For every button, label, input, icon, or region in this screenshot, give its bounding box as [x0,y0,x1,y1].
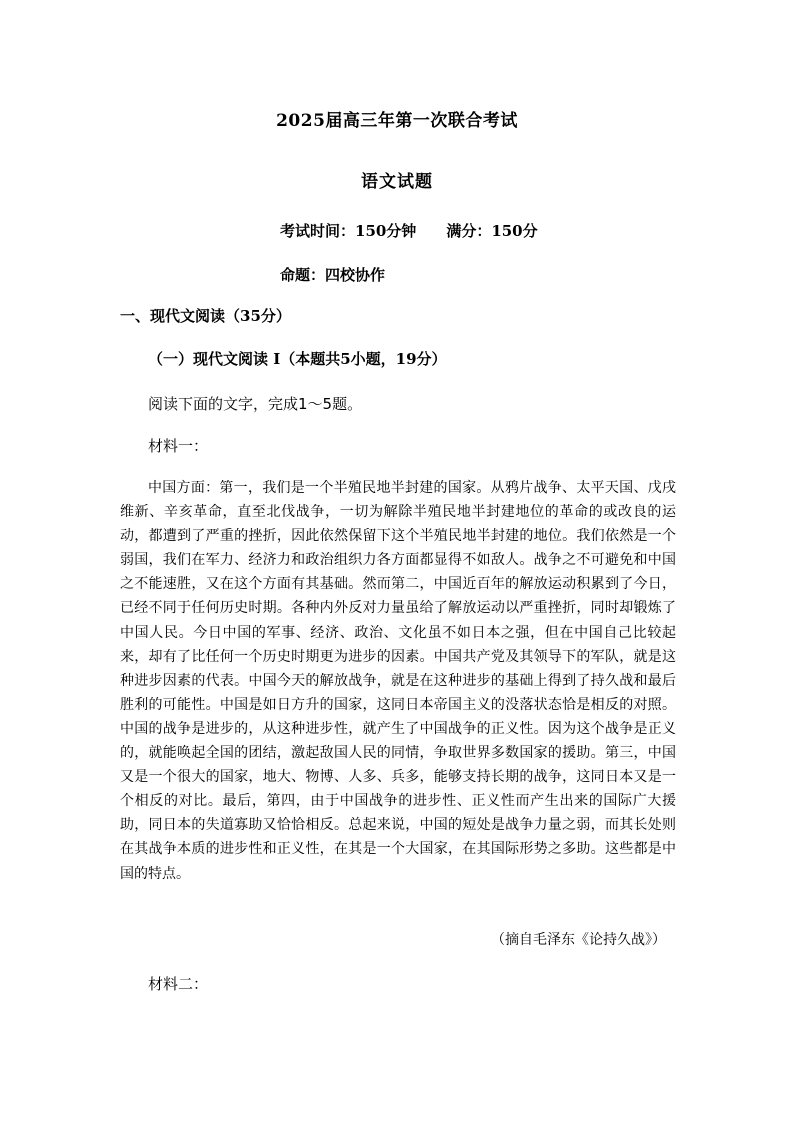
material-1-source: （摘自毛泽东《论持久战》） [491,932,666,948]
exam-info [280,220,538,241]
full-score: 满分：150分 [446,222,538,240]
subject-title: 语文试题 [361,172,433,192]
exam-title: 2025届高三年第一次联合考试 [276,111,518,131]
reading-instruction: 阅读下面的文字，完成1～5题。 [148,395,363,413]
exam-time: 考试时间：150分钟 [280,222,417,240]
section-heading: 一、现代文阅读（35分） [120,307,291,325]
material-2-label: 材料二： [148,975,209,993]
subsection-heading: （一）现代文阅读 I（本题共5小题，19分） [148,350,447,368]
material-1-passage: 中国方面：第一，我们是一个半殖民地半封建的国家。从鸦片战争、太平天国、戊戌维新、辛亥革命，直至北伐战争，一切为解除半殖民地半封建地位的革命的或改良的运动，都遭到了严重的挫折，因此依然保留下这个半殖民地半封建的地位。我们依然是一个弱国，我们在军力、经济力和政治组织力各方面都显得不如敌人。战争之不可避免和中国之不能速胜，又在这个方面有其基础。然而第二，中国近百年的解放运动积累到了今日，已经不同于任何历史时期。各种内外反对力量虽给了解放运动以严重挫折，同时却锻炼了中国人民。今日中国的军事、经济、政治、文化虽不如日本之强，但在中国自己比较起来，却有了比任何一个历史时期更为进步的因素。中国共产党及其领导下的军队，就是这种进步因素的代表。中国今天的解放战争，就是在这种进步的基础上得到了持久战和最后胜利的可能性。中国是如日方升的国家，这同日本帝国主义的没落状态恰是相反的对照。中国的战争是进步的，从这种进步性，就产生了中国战争的正义性。因为这个战争是正义的，就能唤起全国的团结，激起敌国人民的同情，争取世界多数国家的援助。第三，中国又是一个很大的国家，地大、物博、人多、兵多，能够支持长期的战争，这同日本又是一个相反的对比。最后，第四，由于中国战争的进步性、正义性而产生出来的国际广大援助，同日本的失道寡助又恰恰相反。总起来说，中国的短处是战争力量之弱，而其长处则在其战争本质的进步性和正义性，在其是一个大国家，在其国际形势之多助。这些都是中国的特点。 [120,480,676,882]
material-1-label: 材料一： [148,437,209,455]
exam-author: 命题：四校协作 [280,266,386,284]
